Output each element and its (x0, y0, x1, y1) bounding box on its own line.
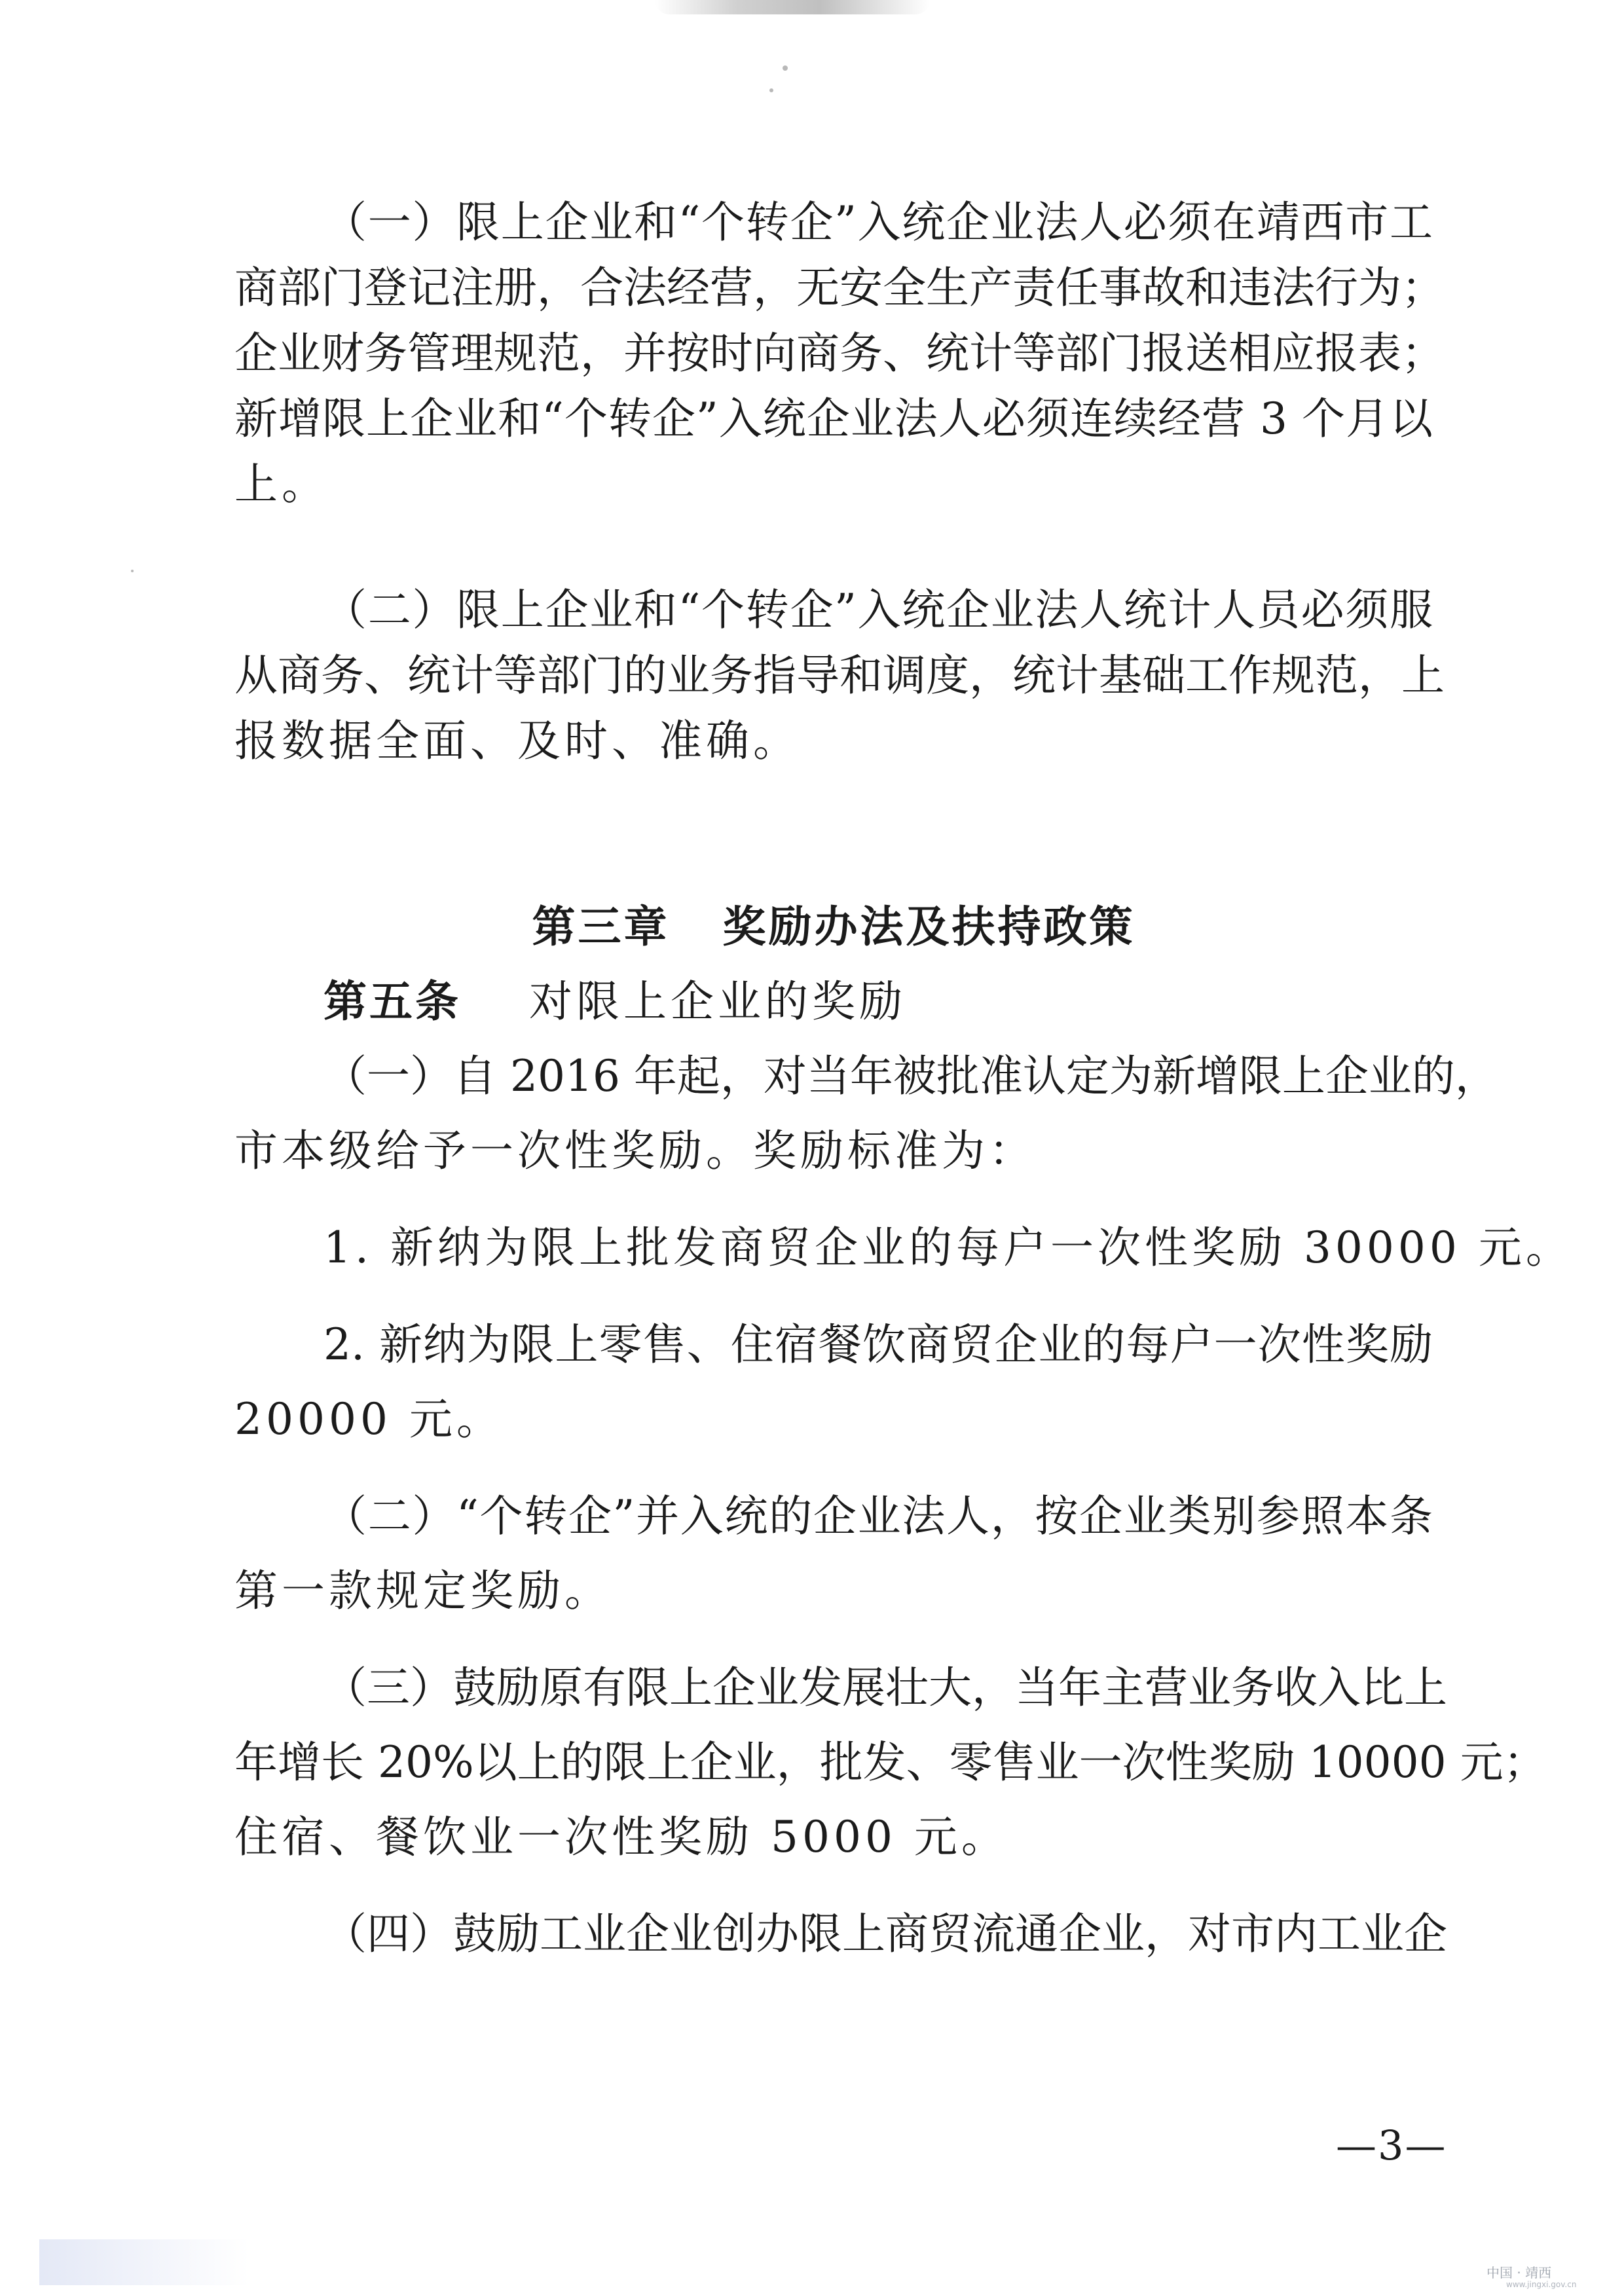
paragraph-line: 报数据全面、及时、准确。 (234, 716, 800, 766)
paragraph-line: 住宿、餐饮业一次性奖励 5000 元。 (234, 1812, 1008, 1862)
paragraph-line: （一）自 2016 年起，对当年被批准认定为新增限上企业的， (323, 1051, 1498, 1101)
scan-artifact-dot (131, 570, 134, 572)
scan-artifact-dot (769, 88, 773, 92)
scan-artifact-dot (783, 65, 788, 71)
paragraph-line: 上。 (234, 459, 329, 509)
paragraph-line: 商部门登记注册，合法经营，无安全生产责任事故和违法行为； (234, 263, 1445, 313)
paragraph-line: 2. 新纳为限上零售、住宿餐饮商贸企业的每户一次性奖励 (323, 1319, 1433, 1370)
document-body (234, 190, 1573, 1967)
watermark-text: 中国 · 靖西 (1486, 2265, 1552, 2281)
paragraph-line: 年增长 20%以上的限上企业，批发、零售业一次性奖励 10000 元； (234, 1737, 1547, 1788)
paragraph-line: 企业财务管理规范，并按时向商务、统计等部门报送相应报表； (234, 328, 1445, 378)
paragraph-line: 第一款规定奖励。 (234, 1566, 612, 1616)
article-label: 第五条 (323, 976, 461, 1027)
scan-artifact-top (655, 0, 930, 14)
paragraph-line: （四）鼓励工业企业创办限上商贸流通企业，对市内工业企 (323, 1909, 1447, 1959)
paragraph-line: 新增限上企业和“个转企”入统企业法人必须连续经营 3 个月以 (234, 394, 1433, 444)
paragraph-line: （二）“个转企”并入统的企业法人，按企业类别参照本条 (323, 1491, 1433, 1541)
watermark-url: www.jingxi.gov.cn (1506, 2280, 1577, 2289)
page-number: —3— (1336, 2121, 1447, 2169)
paragraph-line: （一）限上企业和“个转企”入统企业法人必须在靖西市工 (323, 197, 1433, 248)
chapter-title: 第三章 奖励办法及扶持政策 (532, 902, 1135, 952)
paragraph-line: （三）鼓励原有限上企业发展壮大，当年主营业务收入比上 (323, 1662, 1447, 1713)
paragraph-line: （二）限上企业和“个转企”入统企业法人统计人员必须服 (323, 585, 1433, 635)
paragraph-line: 20000 元。 (234, 1394, 504, 1444)
article-title: 对限上企业的奖励 (528, 976, 906, 1027)
scan-artifact-bottom (39, 2239, 249, 2285)
article-heading (234, 969, 1433, 1035)
paragraph-line: 从商务、统计等部门的业务指导和调度，统计基础工作规范，上 (234, 650, 1445, 701)
paragraph-line: 市本级给予一次性奖励。奖励标准为： (234, 1126, 1036, 1176)
paragraph-line: 1. 新纳为限上批发商贸企业的每户一次性奖励 30000 元。 (323, 1222, 1573, 1273)
